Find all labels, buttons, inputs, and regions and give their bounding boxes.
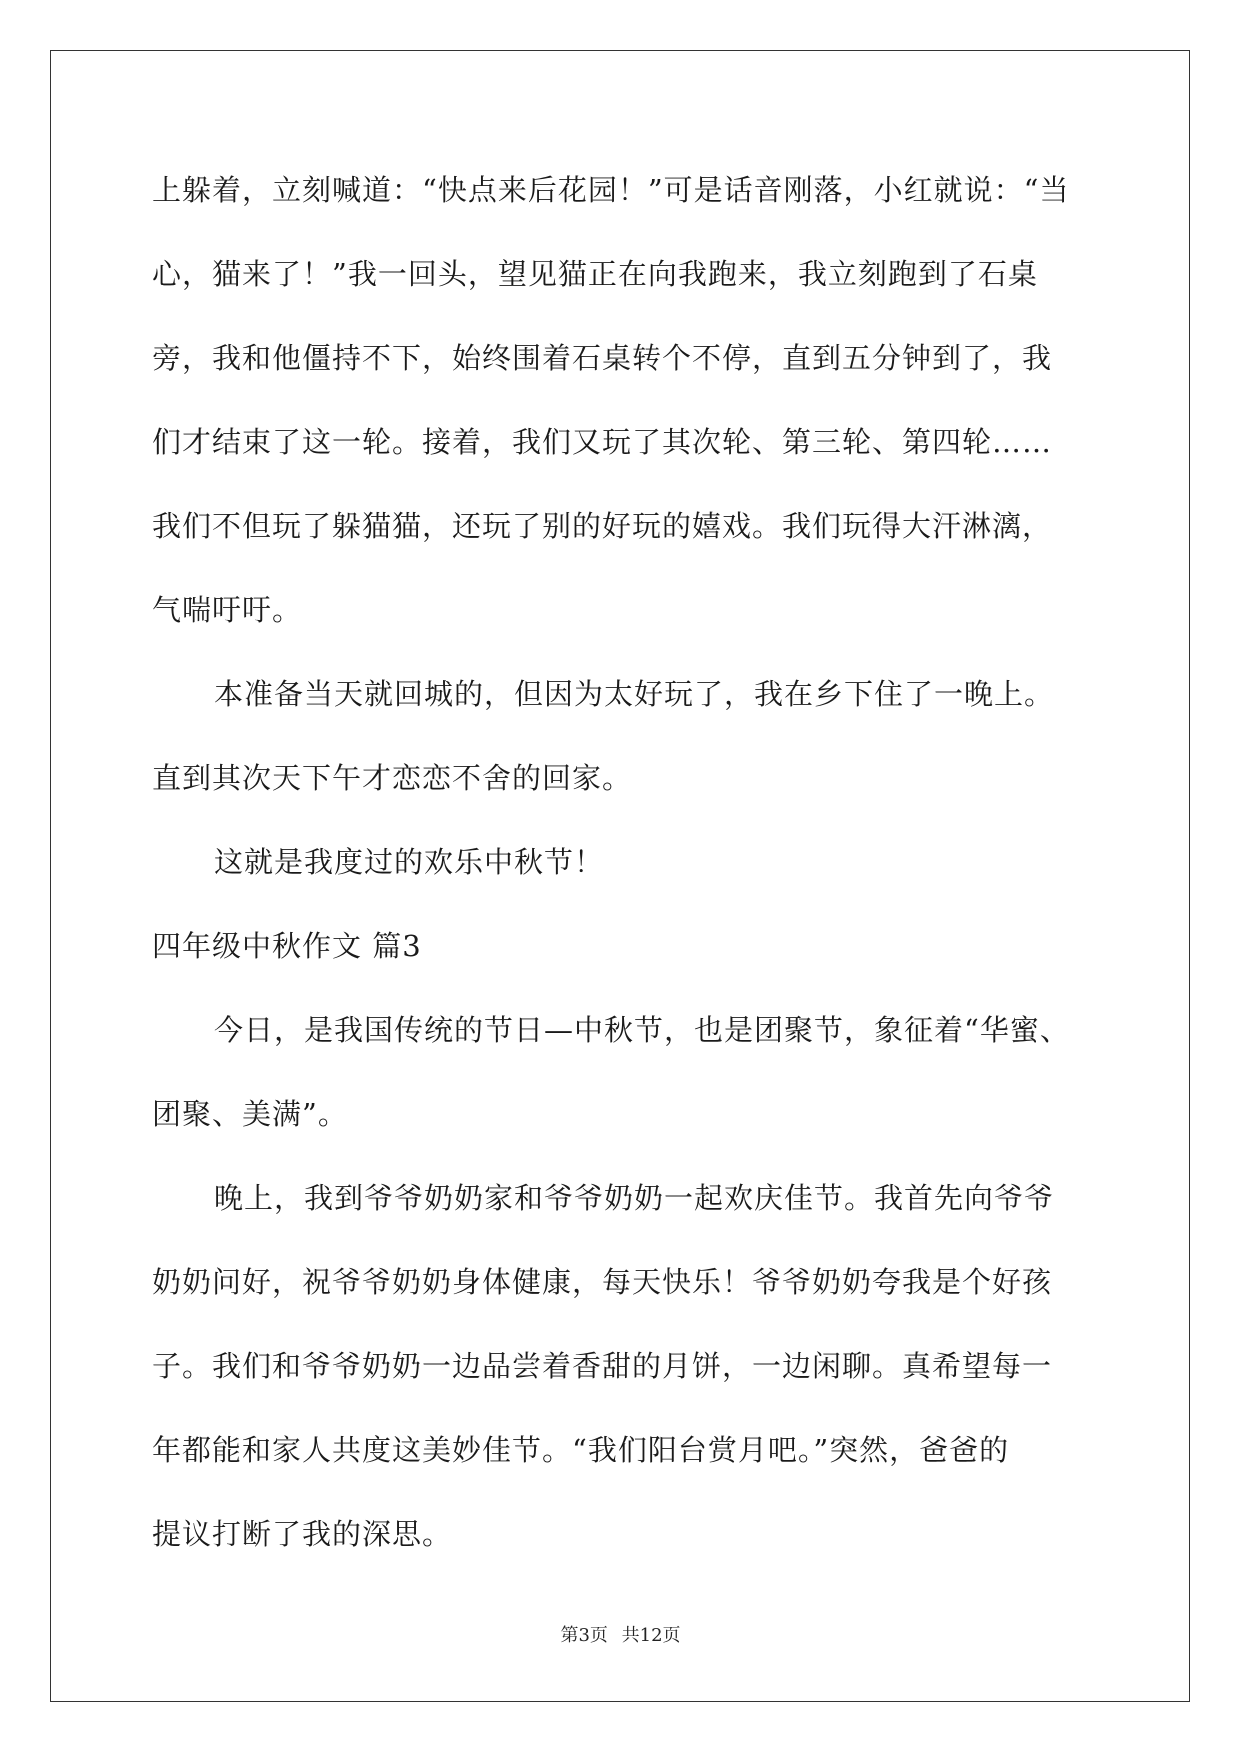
- text-line: 子。我们和爷爷奶奶一边品尝着香甜的月饼，一边闲聊。真希望每一: [152, 1349, 1053, 1383]
- text-line: 气喘吁吁。: [152, 593, 303, 627]
- text-line: 心，猫来了！”我一回头，望见猫正在向我跑来，我立刻跑到了石桌: [152, 257, 1038, 291]
- paragraph-start: 今日，是我国传统的节日—中秋节，也是团聚节，象征着“华蜜、: [214, 1013, 1070, 1047]
- paragraph-start: 本准备当天就回城的，但因为太好玩了，我在乡下住了一晚上。: [214, 677, 1055, 711]
- text-line: 们才结束了这一轮。接着，我们又玩了其次轮、第三轮、第四轮……: [152, 425, 1053, 459]
- paragraph-start: 这就是我度过的欢乐中秋节！: [214, 845, 605, 879]
- text-line: 奶奶问好，祝爷爷奶奶身体健康，每天快乐！爷爷奶奶夸我是个好孩: [152, 1265, 1053, 1299]
- text-line: 旁，我和他僵持不下，始终围着石桌转个不停，直到五分钟到了，我: [152, 341, 1053, 375]
- total-pages: 共12页: [621, 1625, 681, 1646]
- text-line: 上躲着，立刻喊道：“快点来后花园！”可是话音刚落，小红就说：“当: [152, 173, 1070, 207]
- text-line: 我们不但玩了躲猫猫，还玩了别的好玩的嬉戏。我们玩得大汗淋漓，: [152, 509, 1053, 543]
- text-line: 提议打断了我的深思。: [152, 1517, 453, 1551]
- page-footer: [0, 1624, 1241, 1648]
- paragraph-start: 晚上，我到爷爷奶奶家和爷爷奶奶一起欢庆佳节。我首先向爷爷: [214, 1181, 1055, 1215]
- text-line: 团聚、美满”。: [152, 1097, 348, 1131]
- section-heading: 四年级中秋作文 篇3: [152, 929, 422, 963]
- page-number: 第3页: [560, 1625, 608, 1646]
- text-line: 年都能和家人共度这美妙佳节。“我们阳台赏月吧。”突然，爸爸的: [152, 1433, 1010, 1467]
- text-line: 直到其次天下午才恋恋不舍的回家。: [152, 761, 633, 795]
